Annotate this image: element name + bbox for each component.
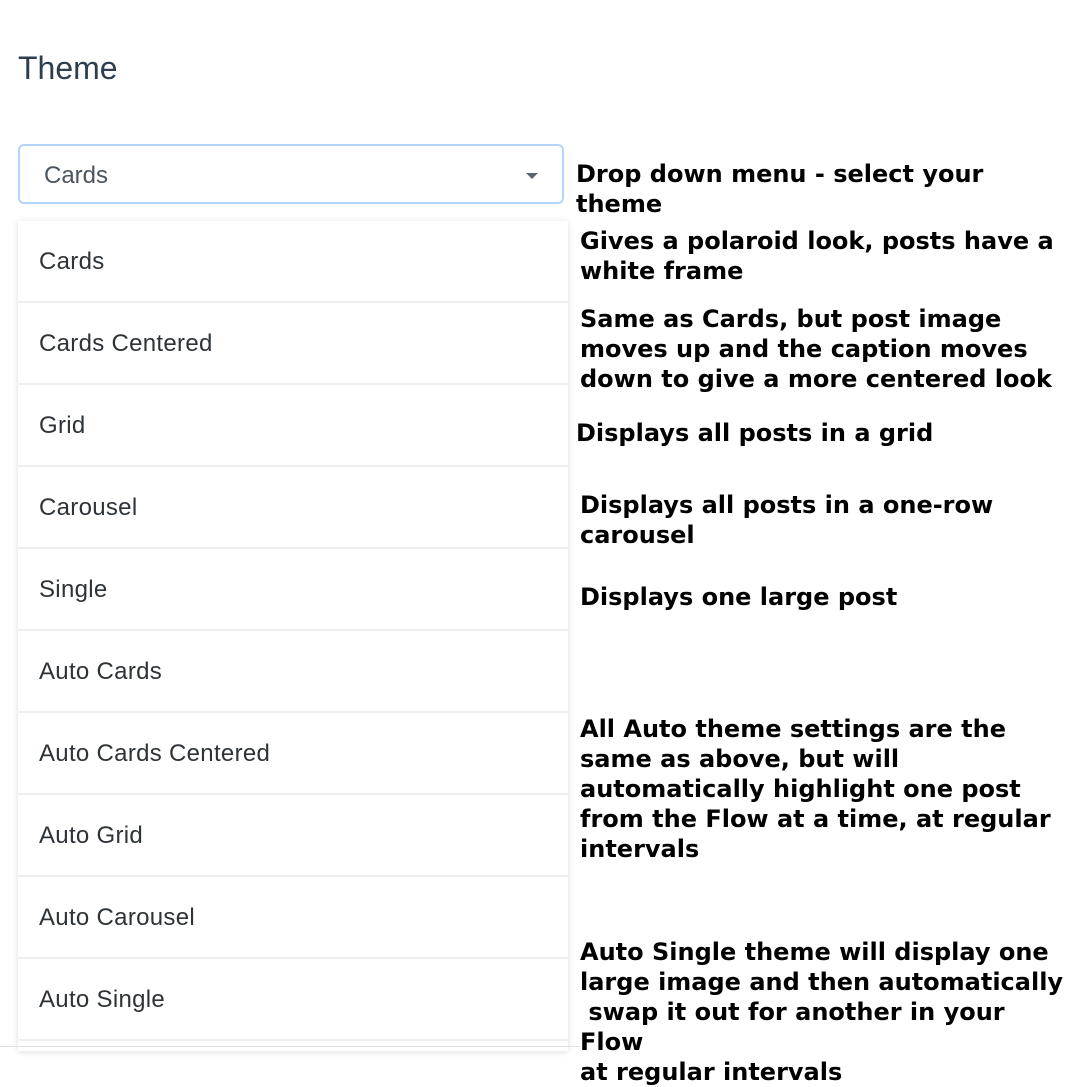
annotation-carousel: Displays all posts in a one-row carousel — [580, 491, 994, 549]
theme-dropdown-menu — [18, 221, 568, 1051]
annotation-single: Displays one large post — [580, 583, 898, 611]
option-cards-centered[interactable]: Cards Centered — [18, 303, 568, 385]
theme-select[interactable] — [18, 144, 564, 204]
select-value: Cards — [44, 162, 109, 189]
divider — [0, 1046, 580, 1047]
option-auto-carousel[interactable]: Auto Carousel — [18, 877, 568, 959]
option-auto-cards[interactable]: Auto Cards — [18, 631, 568, 713]
option-grid[interactable]: Grid — [18, 385, 568, 467]
caret-down-icon[interactable] — [526, 173, 538, 179]
annotation-dropdown: Drop down menu - select your theme — [576, 160, 992, 218]
option-auto-grid[interactable]: Auto Grid — [18, 795, 568, 877]
annotation-cards-centered: Same as Cards, but post image moves up and the caption moves down to give a more centered look — [580, 305, 1052, 393]
page-title: Theme — [18, 50, 118, 86]
annotation-auto: All Auto theme settings are the same as above, but will automatically highlight one post from the Flow at a time, at regular intervals — [580, 715, 1051, 863]
option-auto-single[interactable]: Auto Single — [18, 959, 568, 1041]
option-single[interactable]: Single — [18, 549, 568, 631]
option-carousel[interactable]: Carousel — [18, 467, 568, 549]
annotation-auto-single: Auto Single theme will display one large image and then automatically swap it out for another in your Flow at regular intervals — [580, 938, 1064, 1086]
option-cards[interactable]: Cards — [18, 221, 568, 303]
option-auto-cards-centered[interactable]: Auto Cards Centered — [18, 713, 568, 795]
annotation-grid: Displays all posts in a grid — [576, 419, 934, 447]
annotation-cards: Gives a polaroid look, posts have a white frame — [580, 227, 1054, 285]
